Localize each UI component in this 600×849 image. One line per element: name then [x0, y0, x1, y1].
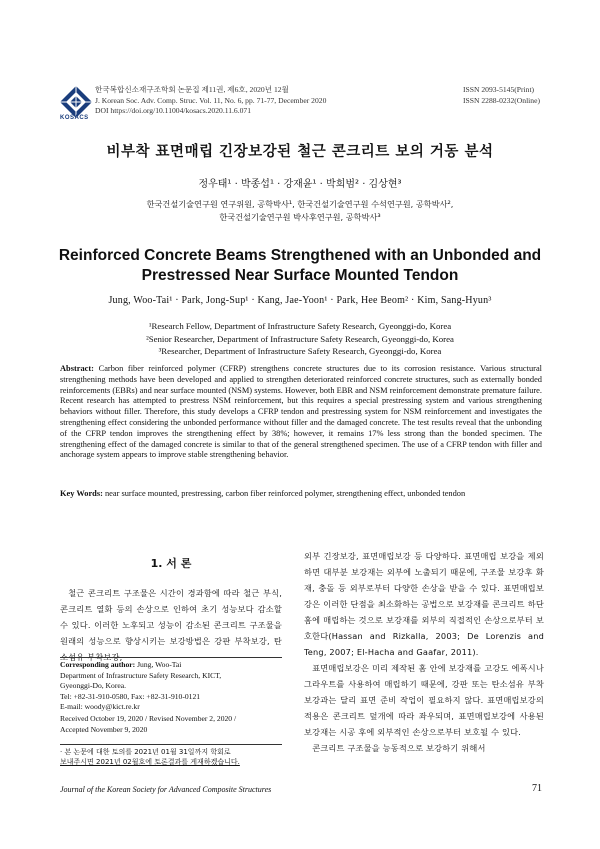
title-english — [0, 246, 600, 286]
corresponding-author — [60, 657, 282, 713]
issn-online: ISSN 2288-0232(Online) — [463, 95, 540, 105]
affiliation-english — [0, 320, 600, 358]
body-text-left — [60, 585, 282, 665]
received-dates — [60, 714, 282, 735]
corresponding-author-line — [60, 660, 282, 671]
note-line: 보내주시면 2021년 02월호에 토론결과를 게재하겠습니다. — [60, 758, 240, 766]
corresponding-location: Gyeonggi-Do, Korea. — [60, 681, 127, 691]
paragraph: 표면매립보강은 미리 제작된 홈 안에 보강재를 고강도 에폭시나 그라우트를 사용하여 매립하기 때문에, 강판 또는 탄소섬유 부착보강과는 달리 표면 준비 작업이 필요하지 않다. 표면매립보강의 적용은 콘크리트 덮개에 따라 좌우되며, 표면매립보강에 사용된 보강재는 시공 후에 외부적인 손상으로부터 보호될 수 있다. — [304, 663, 544, 737]
paragraph: 철근 콘크리트 구조물은 시간이 경과함에 따라 철근 부식, 콘크리트 열화 등의 손상으로 인하여 초기 성능보다 감소할 수 있다. 이러한 노후되고 성능이 감소된 콘크리트 구조물을 원래의 성능으로 향상시키는 보강방법은 강판 부착보강, 탄소섬유 부착보강, — [60, 588, 282, 662]
journal-name-ko: 한국복합신소재구조학회 논문집 제11권, 제6호, 2020년 12월 — [95, 85, 289, 94]
affiliation-english-line: ¹Research Fellow, Department of Infrastructure Safety Research, Gyeonggi-do, Korea — [148, 321, 452, 331]
discussion-note — [60, 744, 282, 767]
footer-journal: Journal of the Korean Society for Advanced Composite Structures — [60, 785, 272, 794]
corresponding-label: Corresponding author: — [60, 660, 136, 669]
abstract — [60, 364, 542, 461]
abstract-label: Abstract: — [60, 364, 94, 373]
title-korean: 비부착 표면매립 긴장보강된 철근 콘크리트 보의 거동 분석 — [106, 144, 494, 160]
doi-link[interactable]: DOI https://doi.org/10.11004/kosacs.2020.11.6.071 — [95, 106, 252, 115]
accepted-line: Accepted November 9, 2020 — [60, 724, 148, 734]
keywords-text: near surface mounted, prestressing, carbon fiber reinforced polymer, strengthening effect, unbonded tendon — [104, 489, 466, 498]
issn-print: ISSN 2093-5145(Print) — [463, 85, 535, 94]
authors-korean: 정우태¹ · 박종섭¹ · 강재윤¹ · 박희범² · 김상현³ — [198, 179, 402, 190]
keywords — [60, 489, 542, 500]
journal-name-en: J. Korean Soc. Adv. Comp. Struc. Vol. 11, No. 6, pp. 71-77, December 2020 — [95, 95, 327, 105]
received-line: Received October 19, 2020 / Revised November 2, 2020 / — [60, 714, 237, 723]
corresponding-email: E-mail: woody@kict.re.kr — [60, 702, 140, 712]
page-number: 71 — [532, 783, 542, 794]
right-column — [304, 548, 544, 756]
affiliation-korean-line: 한국건설기술연구원 연구위원, 공학박사¹, 한국건설기술연구원 수석연구원, 공학박사², — [146, 199, 454, 209]
corresponding-phone: Tel: +82-31-910-0580, Fax: +82-31-910-0121 — [60, 691, 201, 701]
journal-header — [95, 85, 326, 117]
body-text-right — [304, 548, 544, 756]
affiliation-korean-line: 한국건설기술연구원 박사후연구원, 공학박사³ — [219, 212, 381, 222]
keywords-label: Key Words: — [60, 489, 103, 498]
left-column — [60, 548, 282, 665]
title-english-line: Reinforced Concrete Beams Strengthened with an Unbonded and — [58, 247, 542, 264]
issn-block — [463, 85, 540, 106]
affiliation-english-line: ³Researcher, Department of Infrastructure Safety Research, Gyeonggi-do, Korea — [158, 346, 442, 356]
section-heading: 1. 서 론 — [150, 557, 192, 570]
authors-english: Jung, Woo-Tai¹ · Park, Jong-Sup¹ · Kang, Jae-Yoon¹ · Park, Hee Beom² · Kim, Sang-Hyun³ — [108, 295, 492, 306]
corresponding-name: Jung, Woo-Tai — [137, 660, 182, 669]
corresponding-dept: Department of Infrastructure Safety Research, KICT, — [60, 670, 222, 680]
title-english-line: Prestressed Near Surface Mounted Tendon — [141, 267, 459, 284]
note-line: · 본 논문에 대한 토의를 2021년 01월 31일까지 학회로 — [60, 748, 231, 756]
affiliation-english-line: ²Senior Researcher, Department of Infrastructure Safety Research, Gyeonggi-do, Korea — [146, 333, 454, 344]
paragraph: 콘크리트 구조물을 능동적으로 보강하기 위해서 — [312, 743, 486, 753]
affiliation-korean — [0, 198, 600, 224]
logo-text: KOSACS — [60, 115, 89, 121]
abstract-text: Carbon fiber reinforced polymer (CFRP) strengthens concrete structures due to its corrosion resistance. Various structural strengthening methods have been developed and applied to strengthen deteriorated reinforced concrete structures, such as externally bonded reinforcements (EBRs) and near surface mounted (NSM) systems. However, both EBR and NSM reinforcement demonstrate premature failure. Recent research has attempted to prestress NSM reinforcement, but this requires a special prestressing system and various strengthening behaviors without filler. Therefore, this study develops a CFRP tendon and prestressing system for NSM reinforcement and investigates the strengthening effect considering the unbonded performance without filler and the damaged concrete. The test results reveal that the unbonding of the CFRP tendon improves the strengthening effect by 38%; however, it remains 17% less strong than the bonded specimen. The strengthening effect of the damaged concrete is similar to that of the general strengthened specimen. The use of a CFRP tendon with filler and anchorage system appears to improve stable strengthening behavior. — [60, 364, 542, 460]
paragraph: 외부 긴장보강, 표면매립보강 등 다양하다. 표면매립 보강을 제외하면 대부분 보강재는 외부에 노출되기 때문에, 구조물 보강후 화재, 충돌 등 외부로부터 다양한 손상을 받을 수 있다. 표면매립보강은 이러한 단점을 최소화하는 공법으로 보강재를 콘크리트 하단 홈에 매립하는 것으로 보강재를 외부의 직접적인 손상으로부터 보호한다(Hassan and Rizkalla, 2003; De Lorenzis and Teng, 2007; El-Hacha and Gaafar, 2011). — [304, 551, 544, 657]
